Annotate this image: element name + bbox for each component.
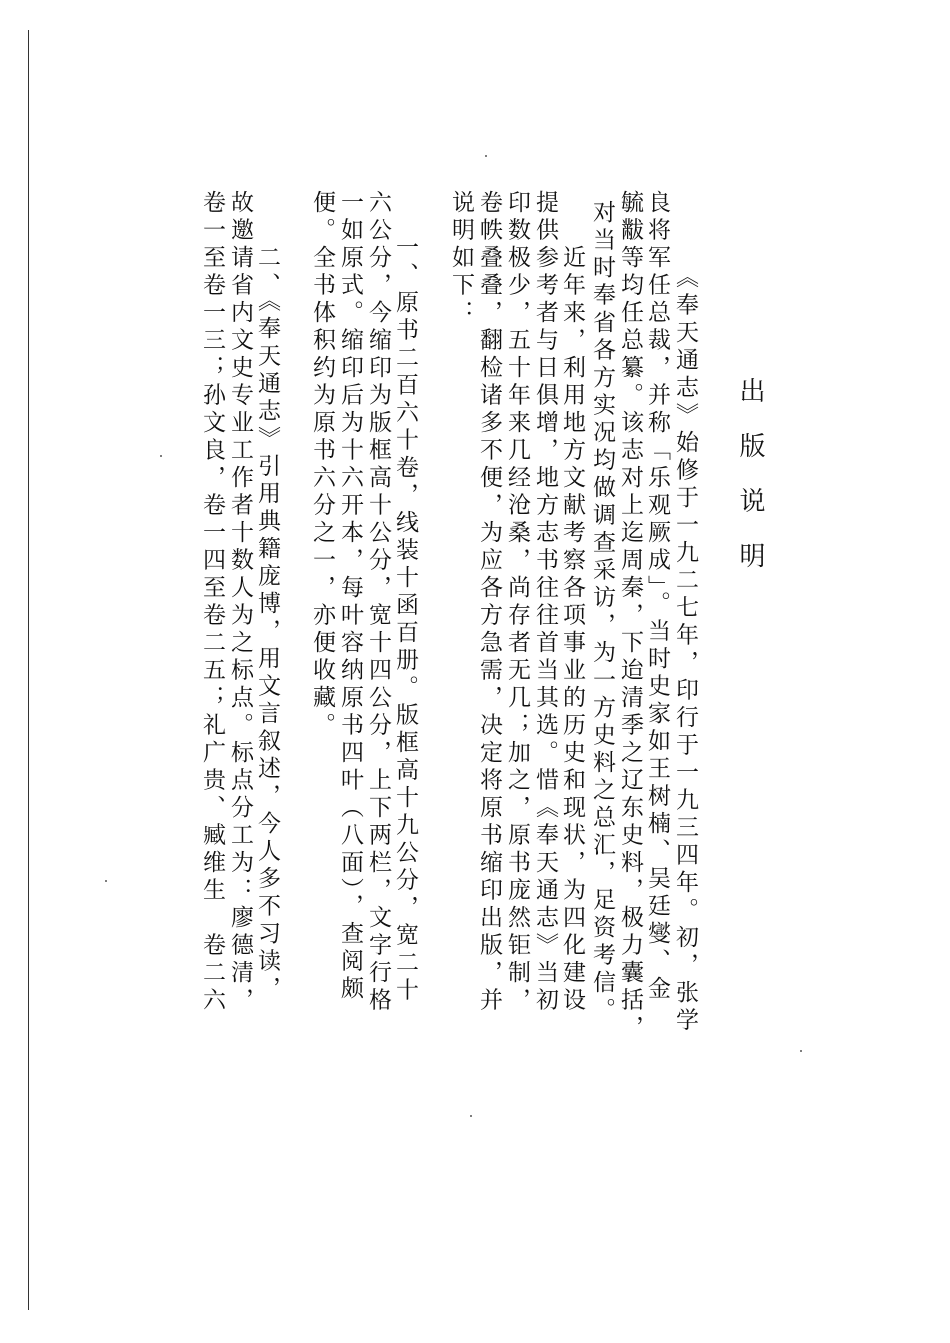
text-column: 毓黻等均任总纂。该志对上迄周秦，下迨清季之辽东史料，极力囊括， (617, 190, 643, 1043)
scan-speck (470, 1115, 472, 1117)
text-column: 《奉天通志》始修于一九二七年，印行于一九三四年。初，张学 (672, 265, 698, 1035)
text-column: 六公分，今缩印为版框高十公分，宽十四公分，上下两栏，文字行格 (365, 190, 391, 1015)
text-column: 近年来，利用地方文献考察各项事业的历史和现状，为四化建设 (559, 245, 585, 1015)
text-column: 良将军任总裁，并称「乐观厥成」。当时史家如王树楠、吴廷燮、金 (644, 190, 670, 1004)
text-column: 对当时奉省各方实况均做调查采访，为一方史料之总汇，足资考信。 (589, 200, 615, 1025)
text-column: 故邀请省内文史专业工作者十数人为之标点。标点分工为：廖德清， (227, 190, 253, 1015)
text-column: 一如原式。缩印后为十六开本，每叶容纳原书四叶（八面），查阅颇 (337, 190, 363, 1004)
text-column: 卷帙叠叠，翻检诸多不便，为应各方急需，决定将原书缩印出版，并 (476, 190, 502, 1015)
text-column: 卷一至卷一三；孙文良，卷一四至卷二五；礼广贵、臧维生 卷二六 (199, 190, 225, 1015)
text-column: 说明如下： (448, 190, 474, 328)
text-column: 便。全书体积约为原书六分之一，亦便收藏。 (309, 190, 335, 740)
scan-speck (160, 455, 162, 457)
text-column: 二、《奉天通志》引用典籍庞博，用文言叙述，今人多不习读， (254, 245, 280, 1004)
scan-speck (485, 155, 487, 157)
page-title: 出版说明 (735, 377, 765, 597)
text-column: 一、原书二百六十卷，线装十函百册。版框高十九公分，宽二十 (392, 235, 418, 1005)
page-edge-line (28, 30, 29, 1310)
scan-speck (800, 1050, 802, 1052)
scan-speck (105, 880, 107, 882)
text-column: 印数极少，五十年来几经沧桑，尚存者无几；加之，原书庞然钜制， (504, 190, 530, 1015)
text-column: 提供参考者与日俱增，地方志书往往首当其选。惜《奉天通志》当初 (532, 190, 558, 1015)
